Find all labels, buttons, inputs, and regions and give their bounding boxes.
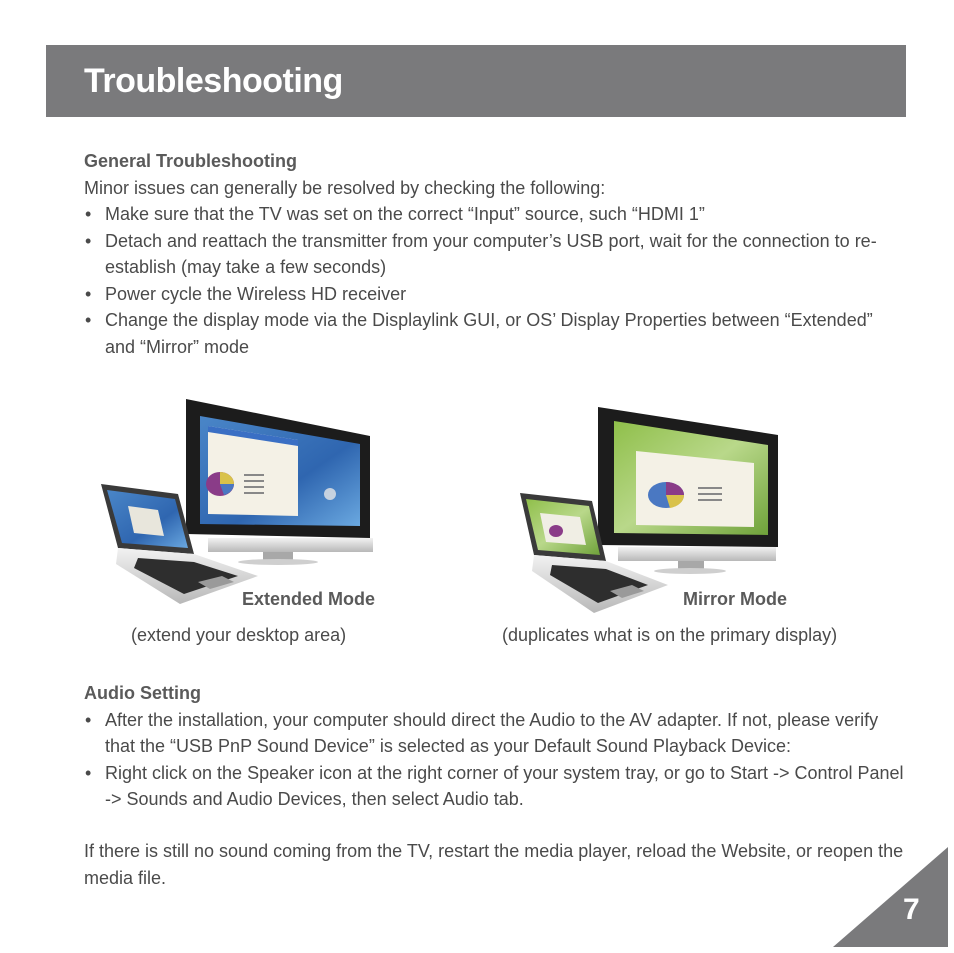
mirror-mode-title: Mirror Mode — [683, 589, 788, 609]
mirror-mode-illustration — [518, 405, 783, 617]
page-number: 7 — [903, 893, 920, 926]
page-title: Troubleshooting — [84, 62, 343, 100]
list-item: • Right click on the Speaker icon at the right corner of your system tray, or go to Start -> Control Panel -> Sounds and Audio Devices, then select Audio tab. — [84, 760, 904, 813]
mirror-mode-subtitle: (duplicates what is on the primary display) — [502, 625, 838, 645]
general-bullet-list — [84, 201, 904, 360]
general-heading: General Troubleshooting — [84, 151, 298, 171]
extended-mode-subtitle: (extend your desktop area) — [131, 625, 347, 645]
closing-paragraph: If there is still no sound coming from the TV, restart the media player, reload the Website, or reopen the media file. — [84, 841, 904, 888]
general-section — [84, 148, 904, 360]
audio-section — [84, 680, 904, 813]
page-corner-triangle — [833, 847, 948, 947]
extended-mode-title: Extended Mode — [242, 589, 376, 609]
list-item: • Make sure that the TV was set on the correct “Input” source, such “HDMI 1” — [84, 201, 904, 228]
extended-mode-illustration — [98, 396, 376, 609]
header-bar — [46, 45, 906, 117]
list-item: • Change the display mode via the Displaylink GUI, or OS’ Display Properties between “Extended” and “Mirror” mode — [84, 307, 904, 360]
audio-heading: Audio Setting — [84, 683, 201, 703]
list-item: • After the installation, your computer should direct the Audio to the AV adapter. If not, please verify that the “USB PnP Sound Device” is selected as your Default Sound Playback Device: — [84, 707, 904, 760]
general-intro: Minor issues can generally be resolved by checking the following: — [84, 177, 606, 198]
list-item: • Detach and reattach the transmitter from your computer’s USB port, wait for the connection to re-establish (may take a few seconds) — [84, 228, 904, 281]
audio-bullet-list — [84, 707, 904, 813]
list-item: • Power cycle the Wireless HD receiver — [84, 281, 904, 308]
